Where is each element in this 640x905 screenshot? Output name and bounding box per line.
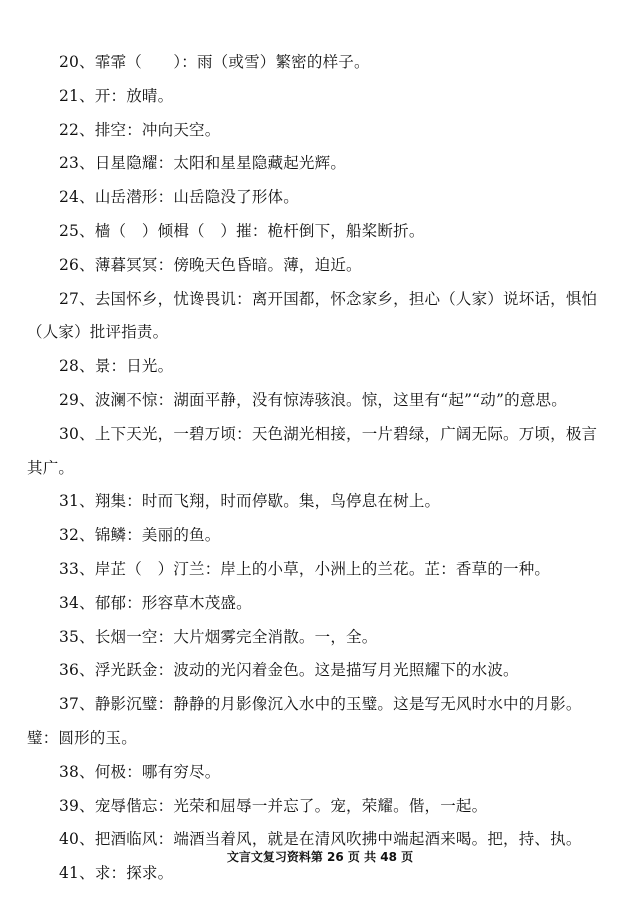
annotation-entry: 22、排空：冲向天空。	[59, 120, 221, 139]
annotation-entry: 27、去国怀乡，忧谗畏讥：离开国都，怀念家乡，担心（人家）说坏话，惧怕（人家）批评指责。	[27, 289, 598, 342]
annotation-entry: 28、景：日光。	[59, 357, 174, 376]
annotation-entry: 36、浮光跃金：波动的光闪着金色。这是描写月光照耀下的水波。	[59, 661, 519, 680]
annotation-entry: 25、樯（ ）倾楫（ ）摧：桅杆倒下，船桨断折。	[59, 221, 425, 240]
annotation-entry: 40、把酒临风：端酒当着风，就是在清风吹拂中端起酒来喝。把，持、执。	[59, 830, 582, 849]
annotation-entry: 41、求：探求。	[59, 864, 174, 883]
page-footer: 文言文复习资料第 26 页 共 48 页	[226, 850, 414, 864]
annotation-entry: 37、静影沉璧：静静的月影像沉入水中的玉璧。这是写无风时水中的月影。璧：圆形的玉。	[27, 695, 582, 747]
annotation-entry: 32、锦鳞：美丽的鱼。	[59, 526, 221, 545]
annotation-entry: 21、开：放晴。	[59, 86, 174, 105]
annotation-entry: 34、郁郁：形容草木茂盛。	[59, 593, 252, 612]
annotation-entry: 33、岸芷（ ）汀兰：岸上的小草，小洲上的兰花。芷：香草的一种。	[59, 559, 551, 578]
annotation-entry: 31、翔集：时而飞翔，时而停歇。集，鸟停息在树上。	[59, 492, 441, 511]
annotation-entry: 29、波澜不惊：湖面平静，没有惊涛骇浪。惊，这里有“起”“动”的意思。	[59, 390, 567, 409]
annotation-entry: 39、宠辱偕忘：光荣和屈辱一并忘了。宠，荣耀。偕，一起。	[59, 796, 488, 815]
annotation-entry: 23、日星隐耀：太阳和星星隐藏起光辉。	[59, 154, 347, 173]
annotation-entry: 35、长烟一空：大片烟雾完全消散。一，全。	[59, 627, 378, 646]
annotation-entry: 30、上下天光，一碧万顷：天色湖光相接，一片碧绿，广阔无际。万顷，极言其广。	[27, 424, 598, 477]
annotation-entry: 38、何极：哪有穷尽。	[59, 762, 221, 781]
annotation-list	[27, 46, 612, 891]
annotation-entry: 20、霏霏（ ）：雨（或雪）繁密的样子。	[59, 53, 370, 71]
annotation-entry: 24、山岳潜形：山岳隐没了形体。	[59, 188, 299, 207]
annotation-entry: 26、薄暮冥冥：傍晚天色昏暗。薄，迫近。	[59, 255, 362, 274]
